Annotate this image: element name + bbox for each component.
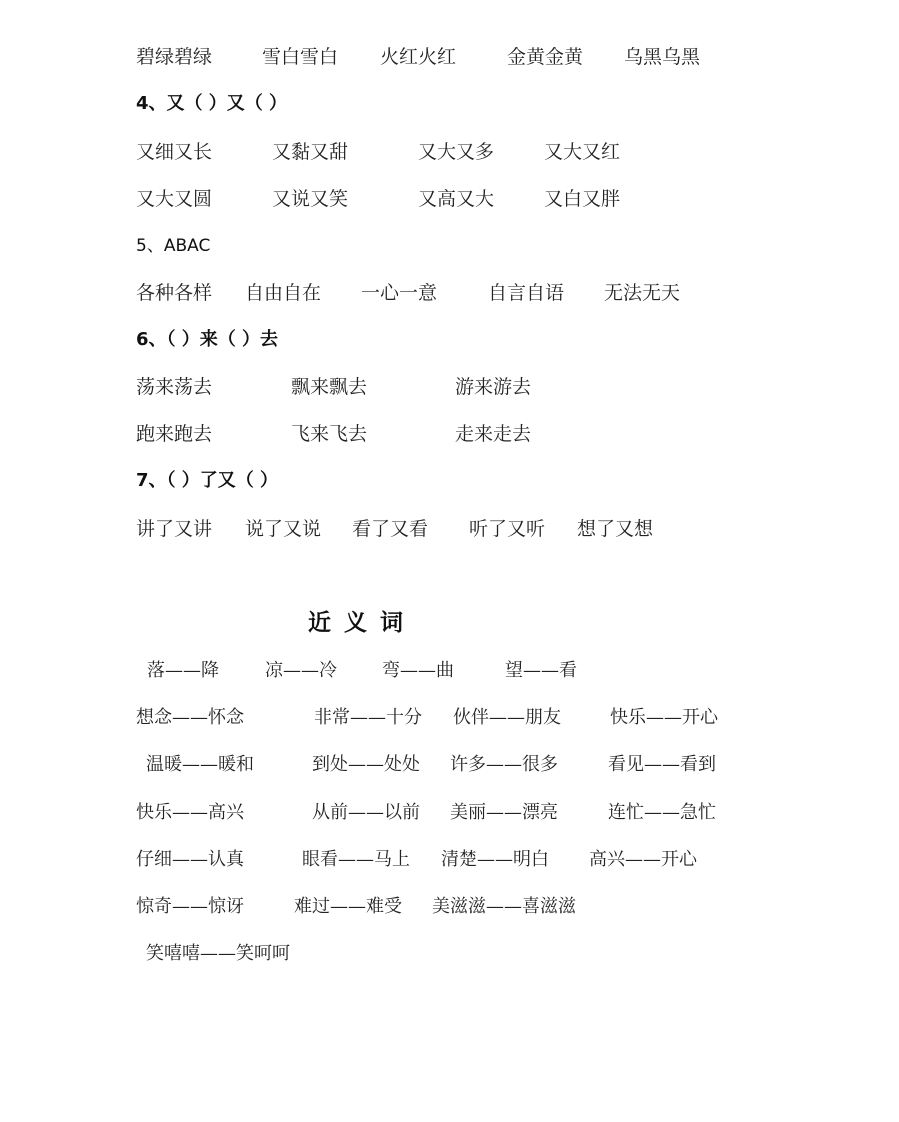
word-item: 又大又红 xyxy=(544,141,621,163)
synonym-pair: 仔细——认真 xyxy=(136,849,244,870)
synonym-pair: 看见——看到 xyxy=(608,754,716,775)
word-item: 又大又圆 xyxy=(136,188,213,210)
section7-heading: 7、（ ）了又（ ） xyxy=(136,470,279,491)
synonym-pair: 弯——曲 xyxy=(382,660,454,681)
word-item: 自言自语 xyxy=(488,282,565,304)
synonym-pair: 美滋滋——喜滋滋 xyxy=(432,896,576,917)
word-item: 说了又说 xyxy=(245,518,322,540)
synonym-pair: 清楚——明白 xyxy=(441,849,549,870)
word-item: 听了又听 xyxy=(469,518,546,540)
synonym-pair: 落——降 xyxy=(147,660,219,681)
word-item: 走来走去 xyxy=(455,423,532,445)
synonym-pair: 到处——处处 xyxy=(312,754,420,775)
synonym-pair: 温暖——暖和 xyxy=(146,754,254,775)
synonym-pair: 快乐——开心 xyxy=(610,707,718,728)
word-item: 飞来飞去 xyxy=(291,423,368,445)
word-item: 又黏又甜 xyxy=(272,141,349,163)
word-item: 火红火红 xyxy=(380,46,457,68)
synonym-pair: 非常——十分 xyxy=(314,707,422,728)
word-item: 自由自在 xyxy=(245,282,322,304)
word-item: 金黄金黄 xyxy=(507,46,584,68)
synonym-pair: 许多——很多 xyxy=(450,754,558,775)
word-item: 碧绿碧绿 xyxy=(136,46,213,68)
word-item: 飘来飘去 xyxy=(291,376,368,398)
synonym-pair: 从前——以前 xyxy=(312,802,420,823)
word-item: 看了又看 xyxy=(352,518,429,540)
synonym-pair: 连忙——急忙 xyxy=(608,802,716,823)
word-item: 想了又想 xyxy=(577,518,654,540)
synonym-pair: 想念——怀念 xyxy=(136,707,244,728)
section5-heading: 5、ABAC xyxy=(136,236,211,256)
word-item: 又说又笑 xyxy=(272,188,349,210)
word-item: 荡来荡去 xyxy=(136,376,213,398)
word-item: 雪白雪白 xyxy=(262,46,339,68)
synonym-pair: 眼看——马上 xyxy=(302,849,410,870)
word-item: 讲了又讲 xyxy=(136,518,213,540)
word-item: 又高又大 xyxy=(418,188,495,210)
word-item: 又细又长 xyxy=(136,141,213,163)
word-item: 一心一意 xyxy=(361,282,438,304)
synonym-pair: 美丽——漂亮 xyxy=(450,802,558,823)
word-item: 游来游去 xyxy=(455,376,532,398)
synonym-pair: 凉——冷 xyxy=(265,660,337,681)
section6-heading: 6、（ ）来（ ）去 xyxy=(136,329,279,350)
synonym-pair: 难过——难受 xyxy=(294,896,402,917)
synonyms-title: 近义词 xyxy=(308,610,416,636)
word-item: 又大又多 xyxy=(418,141,495,163)
synonym-pair: 望——看 xyxy=(505,660,577,681)
synonym-pair: 高兴——开心 xyxy=(589,849,697,870)
section4-heading: 4、又（ ）又（ ） xyxy=(136,93,288,114)
word-item: 跑来跑去 xyxy=(136,423,213,445)
word-item: 又白又胖 xyxy=(544,188,621,210)
synonym-pair: 笑嘻嘻——笑呵呵 xyxy=(146,943,290,964)
synonym-pair: 伙伴——朋友 xyxy=(453,707,561,728)
synonym-pair: 快乐——高兴 xyxy=(136,802,244,823)
word-item: 无法无天 xyxy=(604,282,681,304)
synonym-pair: 惊奇——惊讶 xyxy=(136,896,244,917)
word-item: 乌黑乌黑 xyxy=(624,46,701,68)
word-item: 各种各样 xyxy=(136,282,213,304)
